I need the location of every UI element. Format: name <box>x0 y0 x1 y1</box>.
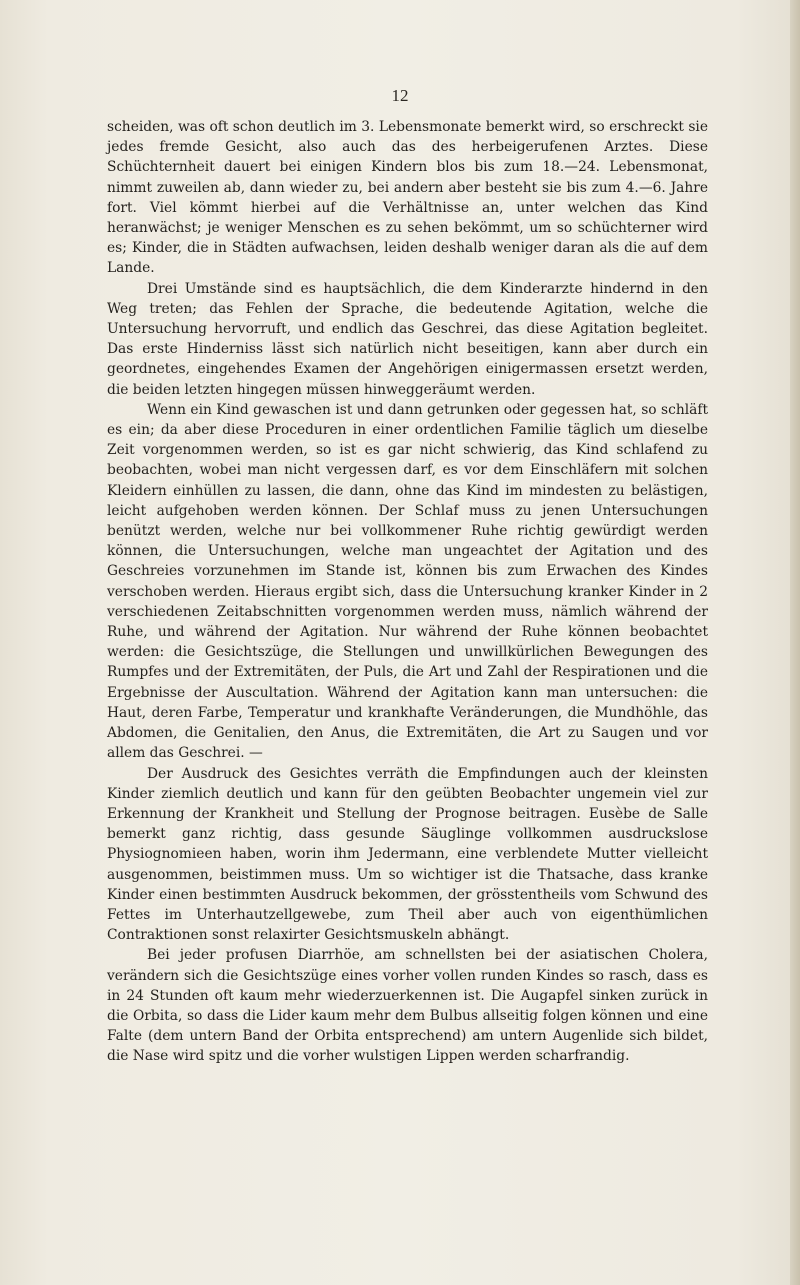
paragraph-1: scheiden, was oft schon deutlich im 3. Lebensmonate bemerkt wird, so erschreckt sie jedes fremde Gesicht, also auch das des herbeigerufenen Arztes. Diese Schüchternheit dauert bei einigen Kindern blos bis zum 18.—24. Lebensmonat, nimmt zuweilen ab, dann wieder zu, bei andern aber besteht sie bis zum 4.—6. Jahre fort. Viel kömmt hierbei auf die Verhältnisse an, unter welchen das Kind heranwächst; je weniger Menschen es zu sehen bekömmt, um so schüchterner wird es; Kinder, die in Städten aufwachsen, leiden deshalb weniger daran als die auf dem Lande. <box>107 119 708 277</box>
paragraph-4: Der Ausdruck des Gesichtes verräth die Empfindungen auch der kleinsten Kinder ziemlich deutlich und kann für den geübten Beobachter ungemein viel zur Erkennung der Krankheit und Stellung der Prognose beitragen. Eusèbe de Salle bemerkt ganz richtig, dass gesunde Säuglinge vollkommen ausdruckslose Physiognomieen haben, worin ihm Jedermann, eine verblendete Mutter vielleicht ausgenommen, beistimmen muss. Um so wichtiger ist die Thatsache, dass kranke Kinder einen bestimmten Ausdruck bekommen, der grösstentheils vom Schwund des Fettes im Unterhautzellgewebe, zum Theil aber auch von eigenthümlichen Contraktionen sonst relaxirter Gesichtsmuskeln abhängt. <box>107 765 708 944</box>
page-number: 12 <box>391 86 409 105</box>
page-edge-shadow <box>790 0 800 1285</box>
body-text <box>107 117 708 1067</box>
paragraph-5: Bei jeder profusen Diarrhöe, am schnellsten bei der asiatischen Cholera, verändern sich die Gesichtszüge eines vorher vollen runden Kindes so rasch, dass es in 24 Stunden oft kaum mehr wiederzuerkennen ist. Die Augapfel sinken zurück in die Orbita, so dass die Lider kaum mehr dem Bulbus allseitig folgen können und eine Falte (dem untern Band der Orbita entsprechend) am untern Augenlide sich bildet, die Nase wird spitz und die vorher wulstigen Lippen werden scharfrandig. <box>107 947 708 1065</box>
paragraph-2: Drei Umstände sind es hauptsächlich, die dem Kinderarzte hindernd in den Weg treten; das Fehlen der Sprache, die bedeutende Agitation, welche die Untersuchung hervorruft, und endlich das Geschrei, das diese Agitation begleitet. Das erste Hinderniss lässt sich natürlich nicht beseitigen, kann aber durch ein geordnetes, eingehendes Examen der Angehörigen einigermassen ersetzt werden, die beiden letzten hingegen müssen hinweggeräumt werden. <box>107 280 708 398</box>
paragraph-3: Wenn ein Kind gewaschen ist und dann getrunken oder gegessen hat, so schläft es ein; da aber diese Proceduren in einer ordentlichen Familie täglich um dieselbe Zeit vorgenommen werden, so ist es gar nicht schwierig, das Kind schlafend zu beobachten, wobei man nicht vergessen darf, es vor dem Einschläfern mit solchen Kleidern einhüllen zu lassen, die dann, ohne das Kind im mindesten zu belästigen, leicht aufgehoben werden können. Der Schlaf muss zu jenen Untersuchungen benützt werden, welche nur bei vollkommener Ruhe richtig gewürdigt werden können, die Untersuchungen, welche man ungeachtet der Agitation und des Geschreies vorzunehmen im Stande ist, können bis zum Erwachen des Kindes verschoben werden. Hieraus ergibt sich, dass die Untersuchung kranker Kinder in 2 verschiedenen Zeitabschnitten vorgenommen werden muss, nämlich während der Ruhe, und während der Agitation. Nur während der Ruhe können beobachtet werden: die Gesichtszüge, die Stellungen und unwillkürlichen Bewegungen des Rumpfes und der Extremitäten, der Puls, die Art und Zahl der Respirationen und die Ergebnisse der Auscultation. Während der Agitation kann man untersuchen: die Haut, deren Farbe, Temperatur und krankhafte Veränderungen, die Mundhöhle, das Abdomen, die Genitalien, den Anus, die Extremitäten, die Art zu Saugen und vor allem das Geschrei. — <box>107 401 708 762</box>
